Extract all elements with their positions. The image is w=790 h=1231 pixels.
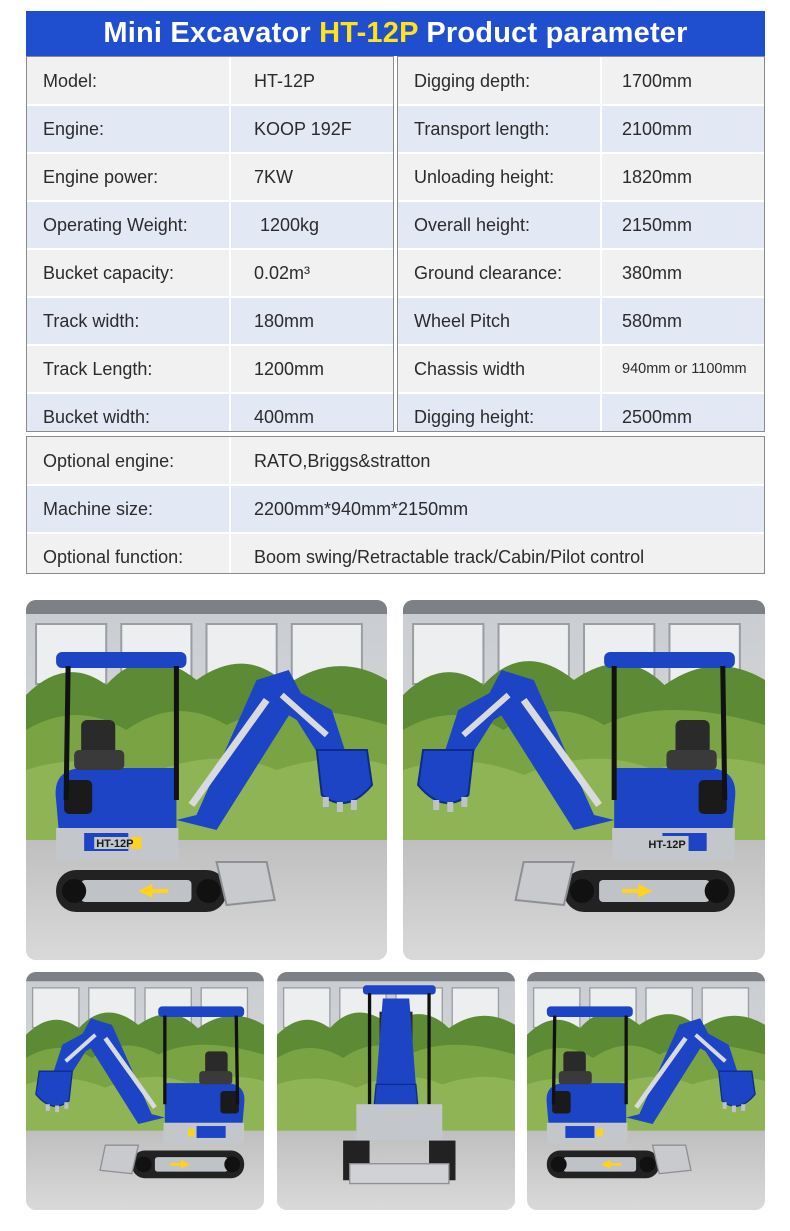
spec-value: 1820mm [622,167,693,187]
row-divider [398,392,764,394]
product-photo-front [277,972,515,1210]
spec-value: KOOP 192F [254,119,352,139]
spec-label: Wheel Pitch [414,311,511,331]
row-divider [27,200,393,202]
spec-label: Operating Weight: [43,215,188,235]
row-divider [27,484,764,486]
spec-value: 2150mm [622,215,693,235]
spec-label: Engine: [43,119,105,139]
excavator-illustration [403,600,765,960]
banner-suffix: Product parameter [418,17,688,49]
row-divider [398,344,764,346]
spec-row [27,345,393,393]
row-divider [398,152,764,154]
machine-plate: HT-12P [96,838,134,850]
spec-row [27,437,764,485]
spec-value: 400mm [254,407,315,427]
spec-value: HT-12P [254,71,316,91]
spec-row [398,393,764,431]
spec-value: 2500mm [622,407,693,427]
spec-row [398,249,764,297]
spec-label: Optional function: [43,547,184,567]
spec-value: 2200mm*940mm*2150mm [254,499,469,519]
excavator-illustration [26,600,387,960]
spec-label: Unloading height: [414,167,555,187]
machine-plate: HT-12P [648,839,686,851]
spec-value: Boom swing/Retractable track/Cabin/Pilot control [254,547,645,567]
spec-label: Model: [43,71,98,91]
spec-value: 1200kg [260,215,320,235]
spec-value: 1700mm [622,71,693,91]
spec-row [398,297,764,345]
spec-value: 1200mm [254,359,325,379]
spec-row [398,345,764,393]
spec-row [27,153,393,201]
spec-row [27,105,393,153]
row-divider [27,344,393,346]
spec-table-right [397,56,765,432]
row-divider [27,248,393,250]
spec-label: Machine size: [43,499,154,519]
spec-value: 580mm [622,311,683,331]
spec-row [398,153,764,201]
spec-table-left [26,56,394,432]
spec-value: 7KW [254,167,294,187]
spec-row [27,297,393,345]
spec-label: Overall height: [414,215,531,235]
spec-value: 0.02m³ [254,263,311,283]
spec-label: Track Length: [43,359,153,379]
row-divider [27,152,393,154]
spec-table-bottom [26,436,765,574]
spec-row [27,201,393,249]
spec-value: 2100mm [622,119,693,139]
spec-label: Engine power: [43,167,159,187]
product-photo-side-right [527,972,765,1210]
excavator-illustration [527,972,765,1210]
column-divider [229,437,231,573]
spec-value: 180mm [254,311,315,331]
spec-label: Track width: [43,311,140,331]
spec-value: 940mm or 1100mm [622,361,747,377]
row-divider [398,296,764,298]
spec-label: Chassis width [414,359,526,379]
spec-row [27,393,393,431]
banner-model: HT-12P [319,17,419,49]
spec-row [398,105,764,153]
banner-prefix: Mini Excavator [103,17,320,49]
spec-label: Transport length: [414,119,550,139]
row-divider [27,296,393,298]
column-divider [229,57,231,431]
spec-label: Bucket capacity: [43,263,175,283]
product-photo-side-left [26,972,264,1210]
row-divider [27,392,393,394]
row-divider [398,200,764,202]
spec-value: 380mm [622,263,683,283]
product-photo-rear-right [403,600,765,960]
spec-value: RATO,Briggs&stratton [254,451,431,471]
spec-row [27,249,393,297]
column-divider [600,57,602,431]
product-photo-front-left [26,600,387,960]
spec-row [27,533,764,573]
spec-label: Digging height: [414,407,535,427]
row-divider [27,532,764,534]
row-divider [398,248,764,250]
row-divider [398,104,764,106]
spec-label: Ground clearance: [414,263,563,283]
spec-label: Digging depth: [414,71,531,91]
excavator-front-illustration [277,972,515,1210]
spec-row [27,485,764,533]
excavator-illustration [26,972,264,1210]
spec-label: Bucket width: [43,407,151,427]
spec-label: Optional engine: [43,451,175,471]
title-banner [26,11,765,56]
spec-row [27,57,393,105]
spec-row [398,201,764,249]
spec-row [398,57,764,105]
row-divider [27,104,393,106]
